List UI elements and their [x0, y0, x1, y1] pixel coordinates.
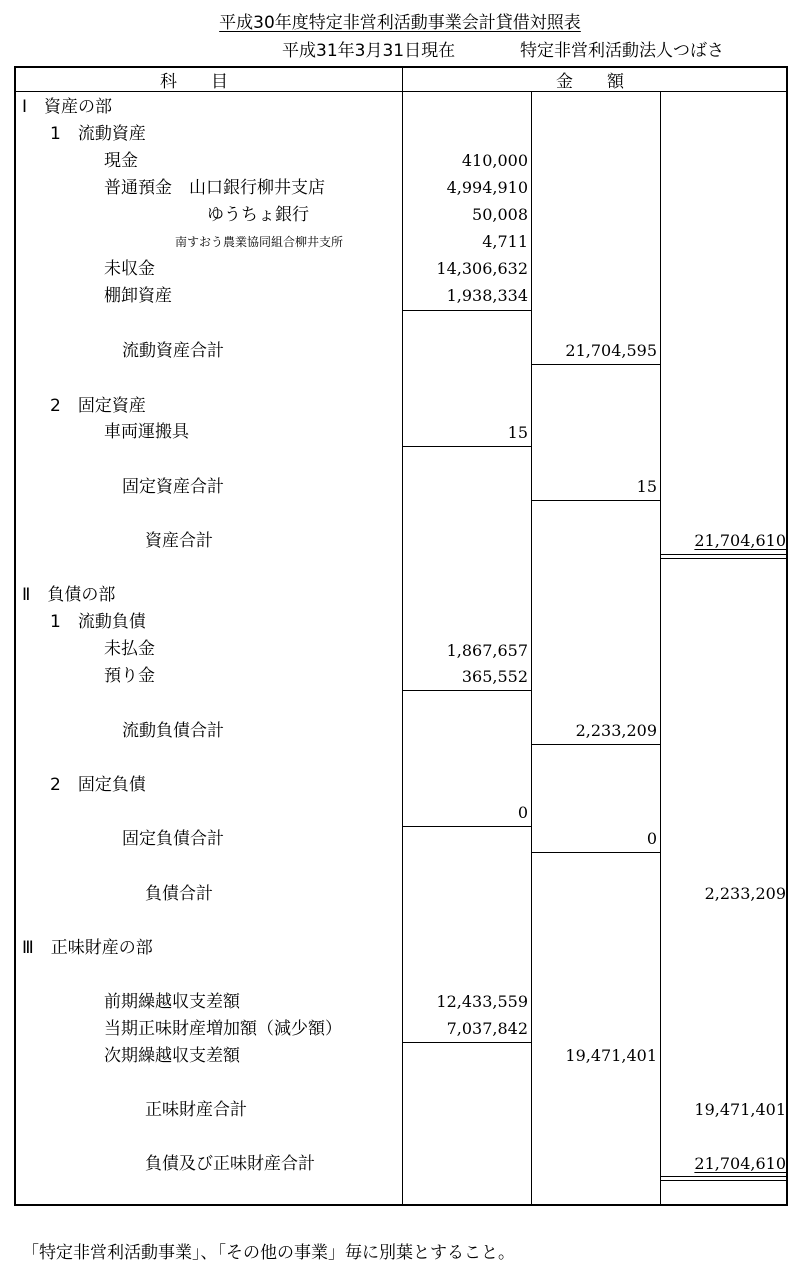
total-value: 21,704,610 [694, 531, 786, 550]
row-label: 普通預金 山口銀行柳井支店 [104, 178, 325, 198]
row-value: 4,994,910 [446, 178, 528, 197]
row-value: 0 [517, 803, 528, 822]
report-date: 平成31年3月31日現在 [282, 41, 456, 61]
column-divider [531, 92, 532, 1206]
grand-total-label: 負債及び正味財産合計 [145, 1154, 315, 1174]
subtotal-rule [531, 500, 660, 501]
row-label: 前期繰越収支差額 [104, 992, 240, 1012]
subtotal-label: 固定資産合計 [122, 477, 224, 497]
total-value: 2,233,209 [704, 884, 786, 903]
double-rule [660, 554, 788, 555]
column-divider [660, 92, 661, 1206]
row-value: 365,552 [461, 667, 528, 686]
row-label: 現金 [104, 151, 138, 171]
subtotal-label: 流動資産合計 [122, 341, 224, 361]
grand-total-value: 21,704,610 [694, 1154, 786, 1173]
row-value: 15 [507, 423, 528, 442]
subtotal-rule [402, 446, 531, 447]
row-value: 14,306,632 [436, 259, 528, 278]
fixed-assets-heading: 2 固定資産 [50, 396, 146, 416]
page-title: 平成30年度特定非営利活動事業会計貸借対照表 [219, 13, 581, 33]
total-value: 19,471,401 [694, 1100, 786, 1119]
row-label: ゆうちょ銀行 [207, 205, 309, 225]
subtotal-value: 19,471,401 [565, 1046, 657, 1065]
row-label: 棚卸資産 [104, 286, 172, 306]
row-label: 未払金 [104, 639, 155, 659]
double-rule [660, 558, 788, 559]
row-value: 1,938,334 [446, 286, 528, 305]
fixed-liabilities-heading: 2 固定負債 [50, 775, 146, 795]
footnote: 「特定非営利活動事業」、「その他の事業」毎に別葉とすること。 [22, 1243, 515, 1263]
subtotal-rule [402, 310, 531, 311]
row-value: 410,000 [461, 151, 528, 170]
row-value: 4,711 [482, 232, 528, 251]
subtotal-rule [402, 1042, 531, 1043]
row-value: 12,433,559 [436, 992, 528, 1011]
subtotal-value: 0 [646, 829, 657, 848]
subtotal-rule [531, 744, 660, 745]
subtotal-rule [531, 364, 660, 365]
row-label: 車両運搬具 [104, 422, 189, 442]
row-label: 未収金 [104, 259, 155, 279]
section-liabilities-heading: Ⅱ 負債の部 [22, 585, 116, 605]
total-label: 正味財産合計 [145, 1100, 247, 1120]
subtotal-rule [402, 690, 531, 691]
subtotal-rule [402, 826, 531, 827]
table-header [14, 66, 788, 92]
column-divider [402, 66, 403, 1206]
current-assets-heading: 1 流動資産 [50, 124, 146, 144]
subtotal-rule [531, 852, 660, 853]
row-value: 1,867,657 [446, 641, 528, 660]
organization-name: 特定非営利活動法人つばさ [520, 41, 724, 61]
section-net-assets-heading: Ⅲ 正味財産の部 [22, 938, 153, 958]
total-label: 資産合計 [145, 531, 213, 551]
section-assets-heading: Ⅰ 資産の部 [22, 97, 113, 117]
row-label: 当期正味財産増加額（減少額） [104, 1019, 342, 1039]
subtotal-label: 固定負債合計 [122, 829, 224, 849]
total-label: 負債合計 [145, 884, 213, 904]
row-value: 7,037,842 [446, 1019, 528, 1038]
subtotal-value: 21,704,595 [565, 341, 657, 360]
row-label: 南すおう農業協同組合柳井支所 [175, 235, 344, 249]
row-value: 50,008 [472, 205, 528, 224]
subtotal-value: 2,233,209 [575, 721, 657, 740]
row-label: 次期繰越収支差額 [104, 1046, 240, 1066]
current-liabilities-heading: 1 流動負債 [50, 612, 146, 632]
header-account: 科 目 [160, 72, 228, 92]
subtotal-value: 15 [636, 477, 657, 496]
double-rule [660, 1176, 788, 1177]
subtotal-label: 流動負債合計 [122, 721, 224, 741]
header-amount: 金 額 [556, 72, 624, 92]
double-rule [660, 1180, 788, 1181]
row-label: 預り金 [104, 666, 155, 686]
